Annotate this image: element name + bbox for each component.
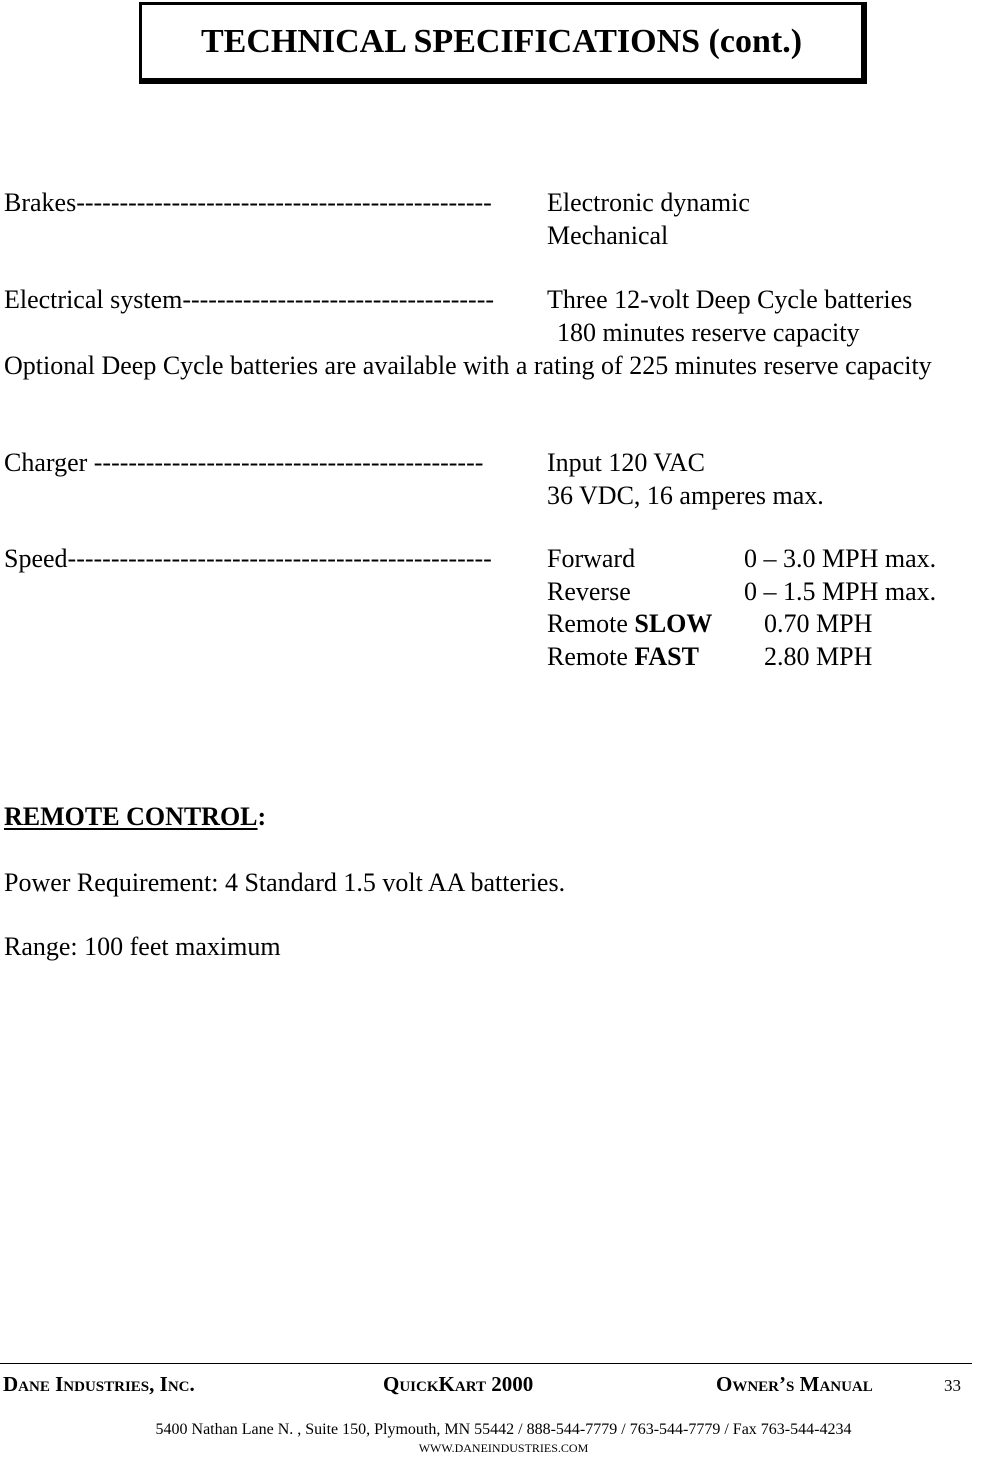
speed-remote-fast-value: 2.80 MPH: [764, 642, 873, 671]
speed-remote-fast-name: [547, 641, 699, 673]
fc-4: ndustries,: [63, 1372, 160, 1396]
footer-company: [3, 1372, 195, 1396]
heading-text: REMOTE CONTROL: [4, 802, 258, 831]
spec-label-speed: Speed-------------------------------------------------: [4, 544, 492, 573]
fp-4: art 2000: [454, 1372, 534, 1396]
footer-rule: [0, 1363, 972, 1364]
speed-remote-slow-value: 0.70 MPH: [764, 609, 873, 638]
footer-manual: [716, 1372, 873, 1396]
speed-reverse-name: Reverse: [547, 577, 631, 606]
remote-prefix: Remote: [547, 609, 635, 638]
mode-slow: SLOW: [634, 609, 713, 638]
speed-remote-slow-name: [547, 608, 712, 640]
fc-5: I: [159, 1372, 168, 1396]
footer-product: [383, 1372, 533, 1396]
spec-label-charger: Charger ---------------------------------------------: [4, 448, 484, 477]
fp-3: K: [438, 1372, 455, 1396]
footer-website: WWW.DANEINDUSTRIES.COM: [418, 1441, 589, 1455]
speed-forward-name: Forward: [547, 544, 636, 573]
page-number: 33: [944, 1376, 961, 1395]
spec-value-brakes-1: Electronic dynamic: [547, 188, 750, 217]
spec-value-charger-1: Input 120 VAC: [547, 448, 705, 477]
spec-value-electrical-2: 180 minutes reserve capacity: [557, 318, 860, 347]
fp-2: uick: [399, 1372, 439, 1396]
page-title-box: [139, 2, 867, 84]
fm-3: M: [799, 1372, 820, 1396]
fm-1: O: [716, 1372, 733, 1396]
fm-2: wner’s: [732, 1372, 800, 1396]
remote-power: Power Requirement: 4 Standard 1.5 volt AA batteries.: [4, 868, 566, 897]
section-heading-remote: [4, 801, 266, 833]
fc-3: I: [55, 1372, 64, 1396]
spec-value-electrical-1: Three 12-volt Deep Cycle batteries: [547, 285, 913, 314]
fm-4: anual: [819, 1372, 873, 1396]
remote-range: Range: 100 feet maximum: [4, 932, 281, 961]
speed-reverse-value: 0 – 1.5 MPH max.: [744, 577, 937, 606]
remote-prefix: Remote: [547, 642, 635, 671]
spec-label-electrical: Electrical system------------------------------------: [4, 285, 495, 314]
page-title: TECHNICAL SPECIFICATIONS (cont.): [200, 22, 803, 60]
spec-note-electrical: Optional Deep Cycle batteries are available with a rating of 225 minutes reserve capacity: [4, 351, 932, 380]
mode-fast: FAST: [634, 642, 699, 671]
fc-2: ane: [18, 1372, 56, 1396]
speed-forward-value: 0 – 3.0 MPH max.: [744, 544, 937, 573]
fc-1: D: [3, 1372, 19, 1396]
heading-colon: :: [257, 802, 267, 831]
fp-1: Q: [383, 1372, 400, 1396]
footer-address: 5400 Nathan Lane N. , Suite 150, Plymouth, MN 55442 / 888-544-7779 / 763-544-7779 / Fax 763-544-4234: [155, 1421, 852, 1438]
spec-value-brakes-2: Mechanical: [547, 221, 669, 250]
spec-label-brakes: Brakes------------------------------------------------: [4, 188, 492, 217]
spec-value-charger-2: 36 VDC, 16 amperes max.: [547, 481, 824, 510]
fc-6: nc.: [167, 1372, 195, 1396]
